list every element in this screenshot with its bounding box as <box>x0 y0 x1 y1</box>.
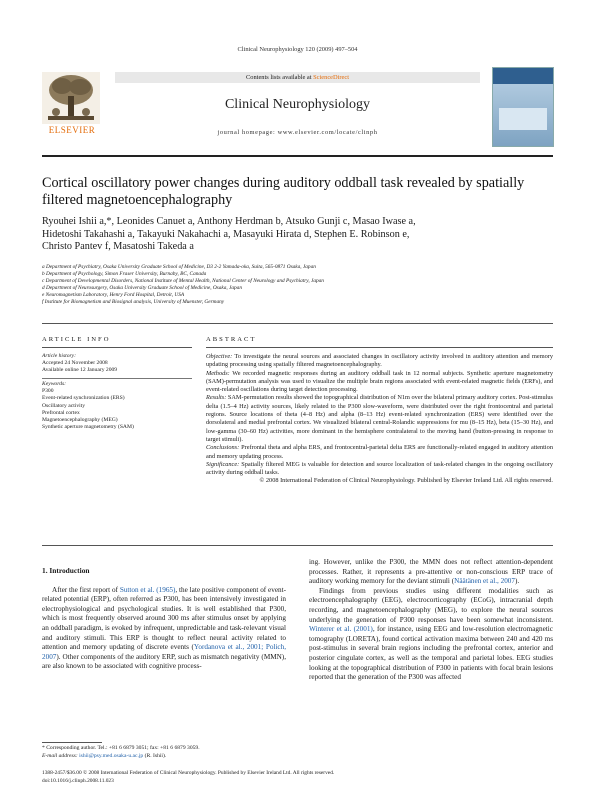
sciencedirect-link[interactable]: ScienceDirect <box>313 74 349 81</box>
citation-link[interactable]: Näätänen et al., 2007 <box>454 577 515 586</box>
journal-homepage[interactable]: journal homepage: www.elsevier.com/locate/clinph <box>217 129 378 136</box>
contents-prefix: Contents lists available at <box>246 74 312 81</box>
footnote-divider <box>42 742 102 743</box>
journal-header <box>115 67 480 147</box>
affiliation-f: f Institute for Biomagnetism and Biosignal analysis, University of Muenster, Germany <box>42 299 225 305</box>
citation-link[interactable]: Winterer et al. (2001) <box>309 625 373 634</box>
abstract-methods: Methods: We recorded magnetic responses during an auditory oddball task in 12 normal subjects. Synthetic aperture magnetometry (SAM)-permutation analysis was used to visualize the multiple brain regions associated with event-related magnetic fields (ERFs), and event-related oscillations during target detection processing. <box>206 369 553 394</box>
doi-line[interactable]: doi:10.1016/j.clinph.2008.11.023 <box>42 778 114 784</box>
keyword-1: P300 <box>42 388 54 395</box>
corresponding-author: * Corresponding author. Tel.: +81 6 6879 3051; fax: +81 6 6879 3059. <box>42 745 200 751</box>
online-date: Available online 12 January 2009 <box>42 367 118 374</box>
abstract-rule <box>206 347 553 348</box>
info-rule <box>42 347 192 348</box>
email-link[interactable]: ishii@psy.med.osaka-u.ac.jp <box>79 752 144 759</box>
intro-paragraph-1: After the first report of Sutton et al. (1965), the late positive component of event-related potential (ERP), often referred as P300, has been intensively investigated in electrophysiological and psychological studies. It is well established that P300, which is most frequently observed around 300 ms after stimulus onset by applying an oddball paradigm, is evoked by infrequent, unpredictable and task-relevant visual and auditory stimuli. This ERP is thought to reflect neural activity related to attention and memory updating of discrete events (Yordanova et al., 2001; Polich, 2007). Other components of the auditory ERP, such as mismatch negativity (MMN), are also known to be associated with cognitive process- <box>42 585 286 671</box>
article-info <box>42 353 192 431</box>
body-right-column <box>309 558 553 683</box>
article-info-heading: ARTICLE INFO <box>42 336 111 343</box>
abstract-bottom-rule <box>42 545 553 546</box>
abstract-body <box>206 353 553 486</box>
affiliation-b: b Department of Psychology, Simon Fraser University, Burnaby, BC, Canada <box>42 271 207 277</box>
contents-bar <box>115 72 480 83</box>
body-left-column <box>42 566 286 672</box>
journal-title: Clinical Neurophysiology <box>224 97 371 112</box>
citation-link[interactable]: Yordanova et al., 2001; Polich, 2007 <box>42 643 286 661</box>
keyword-4: Prefrontal cortex <box>42 409 80 416</box>
email-line: E-mail address: ishii@psy.med.osaka-u.ac.jp (R. Ishii). <box>42 752 167 759</box>
citation-link[interactable]: Sutton et al. (1965) <box>119 585 176 594</box>
corresponding-author-footnote <box>42 745 292 760</box>
abstract-objective: Objective: To investigate the neural sources and associated changes in oscillatory activity involved in auditory attention and memory updating processing using spatially filtered magnetoencephalography. <box>206 353 553 369</box>
abstract-results: Results: SAM-permutation results showed the topographical distribution of N1m over the bilateral primary auditory cortex. Post-stimulus delta (1.5–4 Hz) activity sources, likely related to the P300 slow-waveform, were distributed over the right frontocentral and parietal regions. Source locations of theta (4–8 Hz) and alpha (8–13 Hz) event-related synchronization (ERS) were identified over the dorsolateral and medial prefrontal cortex. We visualized bilateral central-Rolandic suppressions for mu (8–15 Hz), beta (15–30 Hz), and low-gamma (30–60 Hz) activities, more dominant in the hemisphere contralateral to the moving hand (button-pressing in response to target stimuli). <box>206 394 553 443</box>
introduction-heading: 1. Introduction <box>42 566 90 575</box>
keyword-3: Oscillatory activity <box>42 402 86 409</box>
accepted-date: Accepted 24 November 2008 <box>42 360 108 367</box>
abstract-heading: ABSTRACT <box>206 336 257 343</box>
journal-cover-image <box>492 67 554 147</box>
issn-line: 1388-2457/$36.00 © 2008 International Federation of Clinical Neurophysiology. Published by Elsevier Ireland Ltd. All rights reserved. <box>42 770 335 776</box>
affiliation-e: e Neuromagnetism Laboratory, Henry Ford Hospital, Detroit, USA <box>42 292 185 298</box>
keyword-6: Synthetic aperture magnetometry (SAM) <box>42 424 134 431</box>
author-list <box>42 216 547 254</box>
keyword-5: Magnetoencephalography (MEG) <box>42 417 118 424</box>
keywords-label: Keywords: <box>42 381 67 387</box>
affiliation-d: d Department of Neurosurgery, Osaka University Graduate School of Medicine, Osaka, Japan <box>42 285 242 291</box>
abstract-significance: Significance: Spatially filtered MEG is valuable for detection and source localization of task-related changes in the ongoing oscillatory activity during oddball tasks. <box>206 460 553 477</box>
journal-citation: Clinical Neurophysiology 120 (2009) 497–504 <box>237 46 358 53</box>
authors-line-1: Ryouhei Ishii a,*, Leonides Canuet a, Anthony Herdman b, Atsuko Gunji c, Masao Iwase a, <box>42 216 416 227</box>
affiliation-a: a Department of Psychiatry, Osaka University Graduate School of Medicine, D3 2-2 Yamada-oka, Suita, 565-0871 Osaka, Japan <box>42 264 316 270</box>
authors-line-2: Hidetoshi Takahashi a, Takayuki Nakahachi a, Masayuki Hirata d, Stephen E. Robinson e, <box>42 228 410 240</box>
abstract-copyright: © 2008 International Federation of Clinical Neurophysiology. Published by Elsevier Ireland Ltd. All rights reserved. <box>259 477 553 485</box>
keyword-2: Event-related synchronization (ERS) <box>42 395 125 402</box>
affiliation-divider <box>42 323 553 324</box>
history-label: Article history: <box>42 353 77 359</box>
authors-line-3: Christo Pantev f, Masatoshi Takeda a <box>42 241 194 252</box>
intro-paragraph-2: Findings from previous studies using different modalities such as electroencephalography (EEG), electrocorticography (ECoG), intracranial depth recording, and magnetoencephalography (MEG), to explore the neural sources underlying the generation of P300 responses have been somewhat inconsistent. Winterer et al. (2001), for instance, using EEG and low-resolution electromagnetic tomography (LORETA), found cortical activation maxima between 240 and 420 ms post-stimulus in several brain regions including the prefrontal cortex, anterior and posterior cingulate cortex, as well as the temporal and parietal lobes. EEG studies looking at the topographical distribution of P300 in patients with focal brain lesions reported that the generation of the P300 was affected <box>309 586 553 682</box>
header-divider <box>42 155 553 157</box>
intro-paragraph-continued: ing. However, unlike the P300, the MMN does not reflect attention-dependent processes. Rather, it represents a pre-attentive or non-conscious ERP trace of auditory working memory for the deviant stimuli (Näätänen et al., 2007). <box>309 558 553 586</box>
article-title: Cortical oscillatory power changes during auditory oddball task revealed by spatially filtered magnetoencephalography <box>42 175 525 208</box>
affiliation-c: c Department of Developmental Disorders, National Institute of Mental Health, National Center of Neurology and Psychiatry, Japan <box>42 278 324 284</box>
abstract-conclusions: Conclusions: Prefrontal theta and alpha ERS, and frontocentral-parietal delta ERS are functionally-related engaged in auditory attention and memory updating process. <box>206 444 553 460</box>
publisher-name: ELSEVIER <box>48 125 96 135</box>
